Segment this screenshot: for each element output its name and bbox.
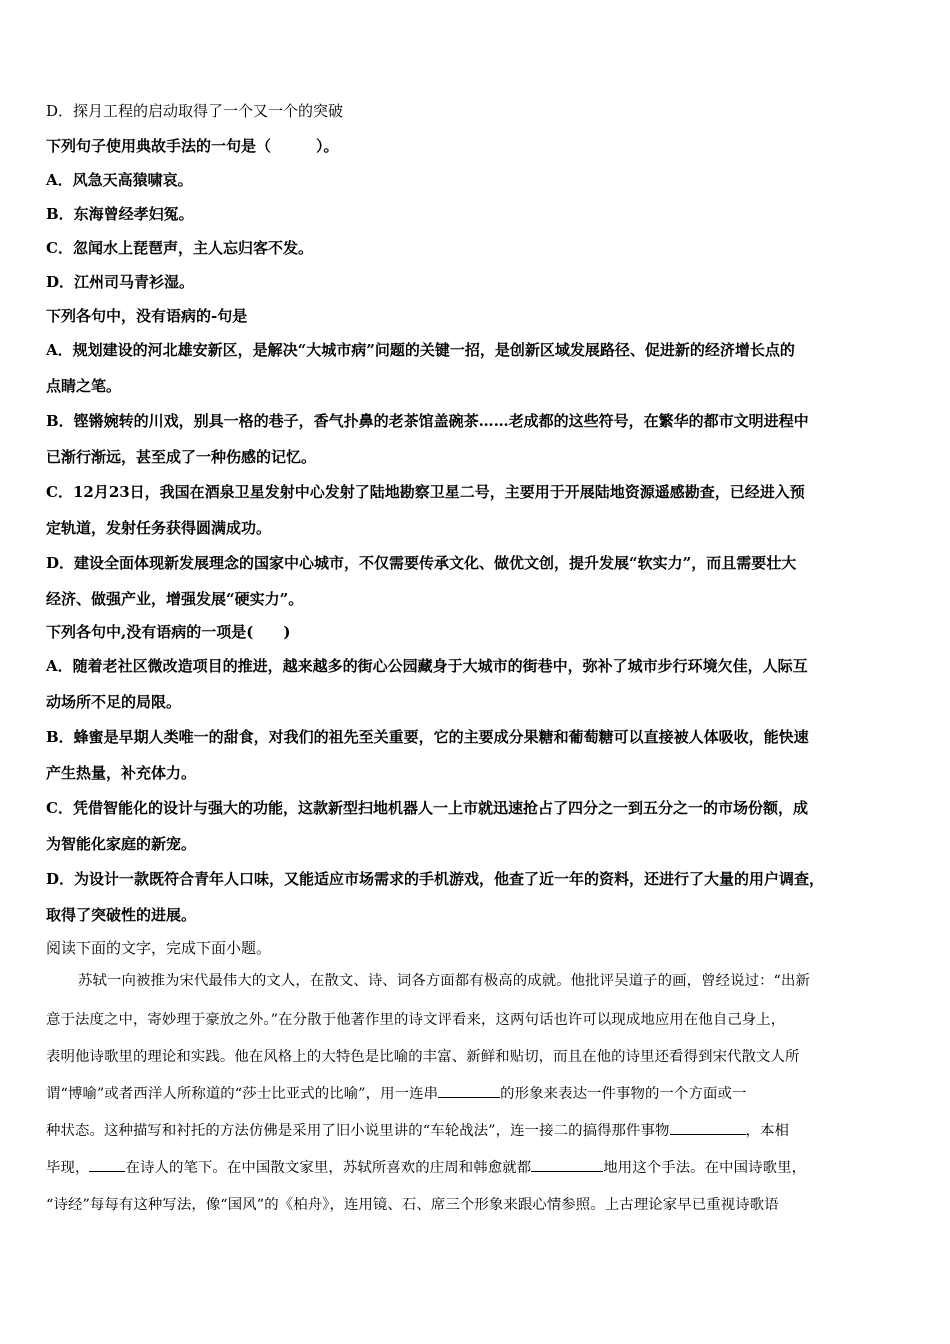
blank-4 bbox=[531, 1157, 603, 1172]
q3-option-b-line1: B．蜂蜜是早期人类唯一的甜食，对我们的祖先至关重要，它的主要成分果糖和葡萄糖可以直接被人体吸收，能快速 bbox=[46, 728, 809, 746]
essay-line-6-part3: 地用这个手法。在中国诗歌里， bbox=[603, 1160, 807, 1176]
q3-option-a-line2: 动场所不足的局限。 bbox=[46, 693, 182, 711]
blank-2 bbox=[670, 1120, 746, 1135]
essay-line-7: “诗经”每每有这种写法，像“国风”的《柏舟》，连用镜、石、席三个形象来跟心情参照。上古理论家早已重视诗歌语 bbox=[46, 1197, 779, 1213]
essay-line-4-part2: 的形象来表达一件事物的一个方面或一 bbox=[500, 1086, 747, 1102]
essay-line-3: 表明他诗歌里的理论和实践。他在风格上的大特色是比喻的丰富、新鲜和贴切，而且在他的诗里还看得到宋代散文人所 bbox=[46, 1049, 800, 1065]
q3-option-c-line2: 为智能化家庭的新宠。 bbox=[46, 835, 197, 853]
blank-1 bbox=[438, 1083, 500, 1098]
q3-option-a-line1: A．随着老社区微改造项目的推进，越来越多的街心公园藏身于大城市的街巷中，弥补了城市步行环境欠佳，人际互 bbox=[46, 657, 808, 675]
essay-line-5-part1: 种状态。这种描写和衬托的方法仿佛是采用了旧小说里讲的“车轮战法”，连一接二的搞得那件事物 bbox=[46, 1123, 670, 1139]
q1-stem: 下列句子使用典故手法的一句是（ ）。 bbox=[46, 137, 339, 155]
essay-line-1: 苏轼一向被推为宋代最伟大的文人，在散文、诗、词各方面都有极高的成就。他批评吴道子的画，曾经说过：“出新 bbox=[78, 973, 810, 989]
q2-option-a-line1: A．规划建设的河北雄安新区，是解决“大城市病”问题的关键一招，是创新区域发展路径、促进新的经济增长点的 bbox=[46, 341, 795, 359]
prev-question-option-d: D．探月工程的启动取得了一个又一个的突破 bbox=[46, 102, 344, 120]
q2-option-d-line1: D．建设全面体现新发展理念的国家中心城市，不仅需要传承文化、做优文创，提升发展“软实力”，而且需要壮大 bbox=[46, 554, 797, 572]
essay-line-6-part1: 毕现， bbox=[46, 1160, 90, 1176]
q2-option-c-line2: 定轨道，发射任务获得圆满成功。 bbox=[46, 519, 272, 537]
reading-instruction: 阅读下面的文字，完成下面小题。 bbox=[46, 939, 272, 957]
q1-option-c: C．忽闻水上琵琶声，主人忘归客不发。 bbox=[46, 239, 313, 257]
q2-option-b-line1: B．铿锵婉转的川戏，别具一格的巷子，香气扑鼻的老茶馆盖碗茶……老成都的这些符号，在繁华的都市文明进程中 bbox=[46, 412, 809, 430]
essay-line-6 bbox=[46, 1157, 908, 1179]
q2-option-a-line2: 点睛之笔。 bbox=[46, 377, 122, 395]
essay-line-5 bbox=[46, 1120, 908, 1142]
essay-line-4 bbox=[46, 1083, 908, 1105]
q3-option-d-line1: D．为设计一款既符合青年人口味，又能适应市场需求的手机游戏，他查了近一年的资料，还进行了大量的用户调查， bbox=[46, 870, 825, 888]
essay-line-5-part2: ，本相 bbox=[745, 1123, 790, 1139]
q2-option-b-line2: 已渐行渐远，甚至成了一种伤感的记忆。 bbox=[46, 448, 317, 466]
q2-option-d-line2: 经济、做强产业，增强发展“硬实力”。 bbox=[46, 590, 304, 608]
essay-line-2: 意于法度之中，寄妙理于豪放之外。”在分散于他著作里的诗文评看来，这两句话也许可以现成地应用在他自己身上， bbox=[46, 1012, 786, 1028]
blank-3 bbox=[89, 1157, 125, 1172]
q3-option-c-line1: C．凭借智能化的设计与强大的功能，这款新型扫地机器人一上市就迅速抢占了四分之一到五分之一的市场份额，成 bbox=[46, 799, 808, 817]
q3-option-d-line2: 取得了突破性的进展。 bbox=[46, 906, 197, 924]
q2-stem: 下列各句中，没有语病的-句是 bbox=[46, 307, 248, 325]
essay-line-4-part1: 谓“博喻”或者西洋人所称道的“莎士比亚式的比喻”，用一连串 bbox=[46, 1086, 439, 1102]
q1-option-a: A．风急天高猿啸哀。 bbox=[46, 171, 193, 189]
q2-option-c-line1: C．12月23日，我国在酒泉卫星发射中心发射了陆地勘察卫星二号，主要用于开展陆地资源遥感勘查，已经进入预 bbox=[46, 483, 805, 501]
q3-option-b-line2: 产生热量，补充体力。 bbox=[46, 764, 197, 782]
q1-option-b: B．东海曾经孝妇冤。 bbox=[46, 205, 194, 223]
q1-option-d: D．江州司马青衫湿。 bbox=[46, 273, 195, 291]
q3-stem: 下列各句中,没有语病的一项是( ) bbox=[46, 623, 291, 641]
essay-line-6-part2: 在诗人的笔下。在中国散文家里，苏轼所喜欢的庄周和韩愈就都 bbox=[125, 1160, 532, 1176]
